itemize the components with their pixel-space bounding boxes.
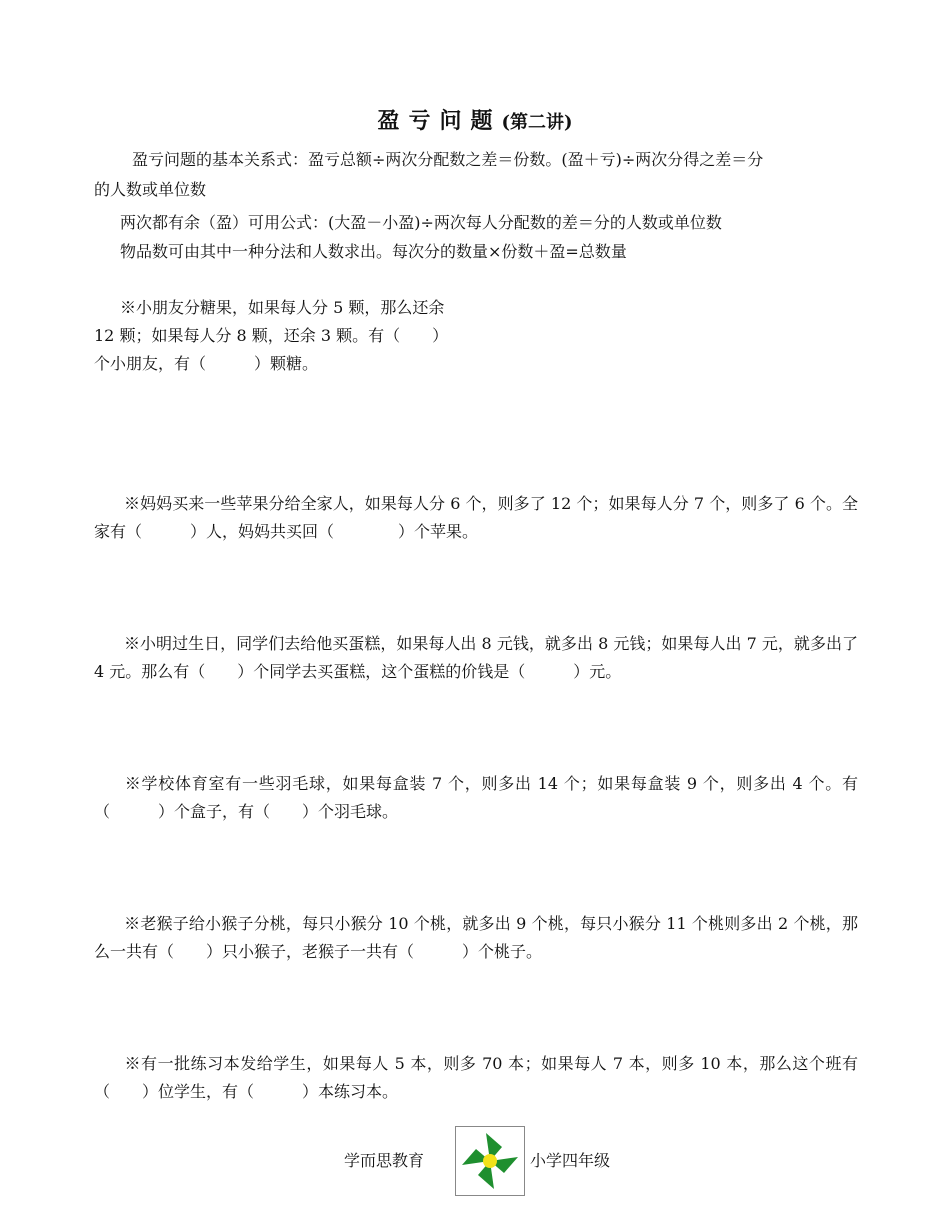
problem-3 <box>94 630 858 686</box>
title-sub: (第二讲) <box>501 112 573 133</box>
pinwheel-logo-icon <box>455 1126 525 1196</box>
problem-2-text: ※妈妈买来一些苹果分给全家人，如果每人分 6 个，则多了 12 个；如果每人分 7 个，则多了 6 个。全家有（ ）人，妈妈共买回（ ）个苹果。 <box>94 494 858 541</box>
problem-5 <box>94 910 858 966</box>
footer-school: 学而思教育 <box>344 1151 425 1170</box>
problem-4 <box>94 770 858 826</box>
problem-1-line-3: 个小朋友，有（ ）颗糖。 <box>94 354 319 373</box>
problem-6-text: ※有一批练习本发给学生，如果每人 5 本，则多 70 本；如果每人 7 本，则多 10 本，那么这个班有（ ）位学生，有（ ）本练习本。 <box>94 1054 858 1101</box>
page-title <box>0 104 950 135</box>
intro-line-4: 物品数可由其中一种分法和人数求出。每次分的数量×份数＋盈=总数量 <box>120 242 627 261</box>
title-main: 盈亏问题 <box>377 109 502 134</box>
intro-line-1: 盈亏问题的基本关系式：盈亏总额÷两次分配数之差＝份数。(盈＋亏)÷两次分得之差＝分 <box>132 150 764 169</box>
problem-5-text: ※老猴子给小猴子分桃，每只小猴分 10 个桃，就多出 9 个桃，每只小猴分 11 个桃则多出 2 个桃，那么一共有（ ）只小猴子，老猴子一共有（ ）个桃子。 <box>94 914 858 961</box>
problem-3-text: ※小明过生日，同学们去给他买蛋糕，如果每人出 8 元钱，就多出 8 元钱；如果每人出 7 元，就多出了 4 元。那么有（ ）个同学去买蛋糕，这个蛋糕的价钱是（ ）元。 <box>94 634 858 681</box>
intro-line-3: 两次都有余（盈）可用公式：(大盈－小盈)÷两次每人分配数的差＝分的人数或单位数 <box>120 213 722 232</box>
footer-grade: 小学四年级 <box>530 1151 611 1170</box>
problem-2 <box>94 490 858 546</box>
problem-1-line-1: ※小朋友分糖果，如果每人分 5 颗，那么还余 <box>120 298 445 317</box>
problem-1-line-2: 12 颗；如果每人分 8 颗，还余 3 颗。有（ ） <box>94 326 449 345</box>
intro-line-2: 的人数或单位数 <box>94 180 207 199</box>
problem-6 <box>94 1050 858 1106</box>
logo-center <box>483 1154 497 1168</box>
pinwheel-logo-svg <box>456 1127 524 1195</box>
problem-4-text: ※学校体育室有一些羽毛球，如果每盒装 7 个，则多出 14 个；如果每盒装 9 个，则多出 4 个。有（ ）个盒子，有（ ）个羽毛球。 <box>94 774 858 821</box>
footer <box>0 1126 950 1196</box>
